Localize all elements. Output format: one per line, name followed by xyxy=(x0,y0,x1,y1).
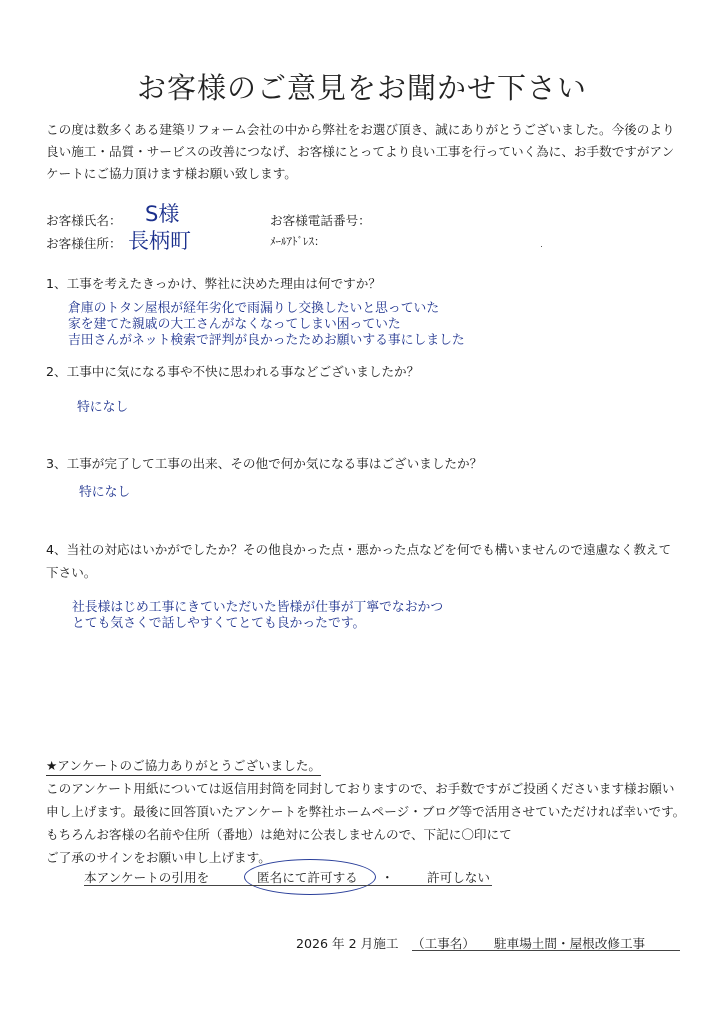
work-date: 2026 年 2 月施工 xyxy=(296,936,399,951)
question-4-line-1: 4、当社の対応はいかがでしたか？その他良かった点・悪かった点などを何でも構いませんので遠慮なく教えて xyxy=(46,542,672,557)
footer-heading: ★アンケートのご協力ありがとうございました。 xyxy=(46,757,321,776)
question-2: 2、工事中に気になる事や不快に思われる事などございましたか？ xyxy=(46,364,420,379)
intro-paragraph: この度は数多くある建築リフォーム会社の中から弊社をお選び頂き、誠にありがとうございました。今後のより良い施工・品質・サービスの改善につなげ、お客様にとってより良い工事を行っていく為に、お手数ですがアンケートにご協力頂けます様お願い致します。 xyxy=(46,122,675,181)
customer-address-label: お客様住所： xyxy=(46,236,122,251)
consent-option-deny[interactable]: 許可しない xyxy=(427,870,490,885)
answer-1-line-1: 倉庫のトタン屋根が経年劣化で雨漏りし交換したいと思っていた xyxy=(68,301,440,316)
work-name-label: （工事名） xyxy=(412,936,475,951)
customer-address-value: 長柄町 xyxy=(128,229,191,253)
customer-email-label: ﾒｰﾙｱﾄﾞﾚｽ： xyxy=(270,235,325,248)
answer-1-line-3: 吉田さんがネット検索で評判が良かったためお願いする事にしました xyxy=(68,333,465,348)
consent-separator: ・ xyxy=(381,870,394,885)
answer-4-line-2: とても気さくで話しやすくてとても良かったです。 xyxy=(72,616,366,631)
answer-3: 特になし xyxy=(79,485,131,500)
consent-option-anonymous[interactable]: 匿名にて許可する xyxy=(257,870,358,885)
scan-dot xyxy=(541,246,542,247)
question-3: 3、工事が完了して工事の出来、その他で何か気になる事はございましたか？ xyxy=(46,456,483,471)
customer-name-label: お客様氏名： xyxy=(46,213,122,228)
answer-1-line-2: 家を建てた親戚の大工さんがなくなってしまい困っていた xyxy=(68,317,401,332)
work-name-value: 駐車場土間・屋根改修工事 xyxy=(494,936,646,951)
page-title: お客様のご意見をお聞かせ下さい xyxy=(136,71,587,105)
footer-line-3: もちろんお客様の名前や住所（番地）は絶対に公表しませんので、下記に〇印にて xyxy=(46,827,512,842)
footer-line-4: ご了承のサインをお願い申し上げます。 xyxy=(46,850,271,865)
footer-line-2: 申し上げます。最後に回答頂いたアンケートを弊社ホームページ・ブログ等で活用させていただければ幸いです。 xyxy=(46,804,686,819)
question-4-line-2: 下さい。 xyxy=(46,565,97,580)
work-underline xyxy=(412,950,680,951)
consent-underline xyxy=(84,885,492,886)
footer-line-1: このアンケート用紙については返信用封筒を同封しておりますので、お手数ですがご投函くださいます様お願い xyxy=(46,781,675,796)
consent-prefix: 本アンケートの引用を xyxy=(84,870,210,885)
answer-4-line-1: 社長様はじめ工事にきていただいた皆様が仕事が丁寧でなおかつ xyxy=(72,600,444,615)
answer-2: 特になし xyxy=(77,400,129,415)
customer-phone-label: お客様電話番号： xyxy=(270,213,371,228)
customer-name-value: S様 xyxy=(145,202,180,226)
question-1: 1、工事を考えたきっかけ、弊社に決めた理由は何ですか？ xyxy=(46,276,381,291)
